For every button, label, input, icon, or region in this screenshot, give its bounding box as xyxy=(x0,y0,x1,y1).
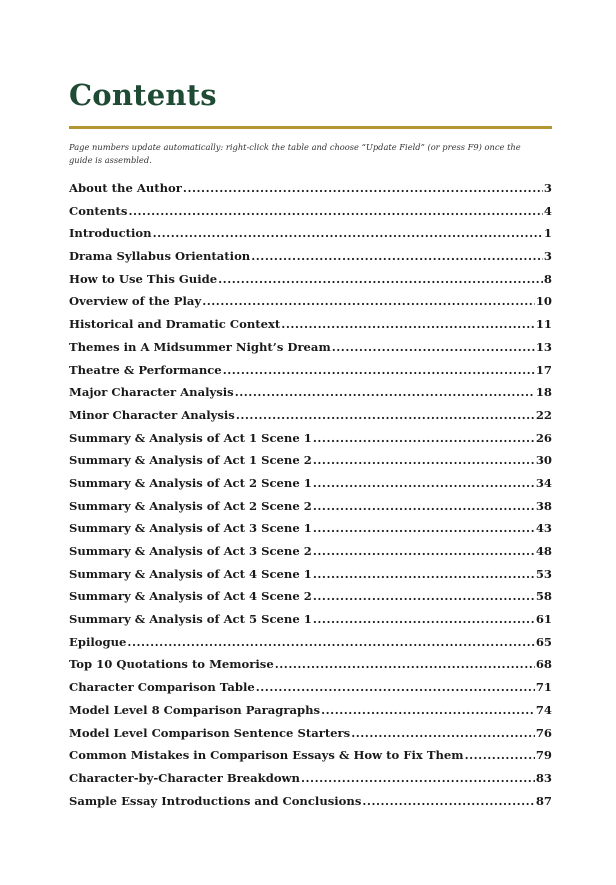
toc-entry[interactable] xyxy=(69,290,552,313)
toc-leader-dots xyxy=(351,722,535,745)
toc-leader-dots xyxy=(301,767,535,790)
toc-entry-title: Minor Character Analysis xyxy=(69,407,235,422)
toc-leader-dots xyxy=(256,676,535,699)
table-of-contents xyxy=(69,177,552,812)
toc-entry-page: 53 xyxy=(535,566,552,581)
toc-entry[interactable] xyxy=(69,585,552,608)
toc-leader-dots xyxy=(223,359,535,382)
toc-entry-title: Historical and Dramatic Context xyxy=(69,317,281,332)
toc-entry[interactable] xyxy=(69,563,552,586)
toc-entry-page: 74 xyxy=(535,702,552,717)
toc-entry-page: 61 xyxy=(535,612,552,627)
toc-entry-title: Top 10 Quotations to Memorise xyxy=(69,657,274,672)
toc-entry-title: Summary & Analysis of Act 5 Scene 1 xyxy=(69,612,312,627)
toc-leader-dots xyxy=(313,495,535,518)
toc-leader-dots xyxy=(127,631,534,654)
toc-entry-title: Common Mistakes in Comparison Essays & How to Fix Them xyxy=(69,748,464,763)
toc-leader-dots xyxy=(362,790,534,813)
toc-entry-page: 4 xyxy=(543,203,552,218)
toc-entry-page: 38 xyxy=(535,498,552,513)
toc-entry-page: 22 xyxy=(535,407,552,422)
toc-leader-dots xyxy=(313,517,535,540)
toc-entry-title: Major Character Analysis xyxy=(69,385,234,400)
toc-entry-page: 76 xyxy=(535,725,552,740)
toc-entry-title: Sample Essay Introductions and Conclusions xyxy=(69,793,362,808)
toc-entry-title: Contents xyxy=(69,203,128,218)
toc-entry-title: Epilogue xyxy=(69,634,127,649)
toc-leader-dots xyxy=(313,540,535,563)
toc-entry[interactable] xyxy=(69,540,552,563)
toc-entry-title: Character Comparison Table xyxy=(69,680,255,695)
toc-leader-dots xyxy=(313,585,535,608)
toc-entry[interactable] xyxy=(69,427,552,450)
toc-entry-title: Summary & Analysis of Act 2 Scene 1 xyxy=(69,475,312,490)
toc-leader-dots xyxy=(281,313,535,336)
toc-entry[interactable] xyxy=(69,177,552,200)
toc-leader-dots xyxy=(313,449,535,472)
toc-entry[interactable] xyxy=(69,313,552,336)
toc-entry-title: Summary & Analysis of Act 1 Scene 1 xyxy=(69,430,312,445)
toc-entry[interactable] xyxy=(69,676,552,699)
toc-entry-title: Summary & Analysis of Act 4 Scene 2 xyxy=(69,589,312,604)
toc-entry-title: Summary & Analysis of Act 3 Scene 1 xyxy=(69,521,312,536)
toc-leader-dots xyxy=(321,699,535,722)
toc-entry[interactable] xyxy=(69,699,552,722)
toc-entry[interactable] xyxy=(69,404,552,427)
toc-entry-page: 79 xyxy=(535,748,552,763)
toc-leader-dots xyxy=(313,427,535,450)
page-title: Contents xyxy=(69,78,217,112)
toc-entry-title: About the Author xyxy=(69,181,182,195)
toc-entry-page: 13 xyxy=(535,339,552,354)
toc-entry[interactable] xyxy=(69,381,552,404)
toc-leader-dots xyxy=(128,200,542,223)
toc-entry[interactable] xyxy=(69,517,552,540)
toc-leader-dots xyxy=(235,381,535,404)
toc-leader-dots xyxy=(153,222,543,245)
toc-entry-page: 34 xyxy=(535,475,552,490)
toc-entry-page: 10 xyxy=(535,294,552,309)
toc-entry[interactable] xyxy=(69,653,552,676)
toc-entry-page: 65 xyxy=(535,634,552,649)
toc-entry-title: How to Use This Guide xyxy=(69,271,218,286)
toc-leader-dots xyxy=(251,245,543,268)
toc-entry-page: 3 xyxy=(543,181,552,195)
toc-entry-page: 30 xyxy=(535,453,552,468)
toc-leader-dots xyxy=(332,336,535,359)
toc-entry[interactable] xyxy=(69,790,552,813)
toc-entry[interactable] xyxy=(69,359,552,382)
toc-leader-dots xyxy=(313,472,535,495)
toc-entry[interactable] xyxy=(69,245,552,268)
toc-entry-page: 83 xyxy=(535,770,552,785)
toc-entry-page: 71 xyxy=(535,680,552,695)
toc-entry[interactable] xyxy=(69,268,552,291)
toc-leader-dots xyxy=(275,653,535,676)
toc-entry-page: 11 xyxy=(535,317,552,332)
toc-entry[interactable] xyxy=(69,744,552,767)
toc-entry[interactable] xyxy=(69,631,552,654)
toc-entry-title: Character-by-Character Breakdown xyxy=(69,770,300,785)
toc-entry[interactable] xyxy=(69,222,552,245)
toc-entry-title: Drama Syllabus Orientation xyxy=(69,249,251,264)
toc-entry-page: 3 xyxy=(543,249,552,264)
toc-entry-page: 87 xyxy=(535,793,552,808)
toc-leader-dots xyxy=(202,290,535,313)
title-divider xyxy=(69,126,552,129)
toc-entry-title: Summary & Analysis of Act 2 Scene 2 xyxy=(69,498,312,513)
toc-entry[interactable] xyxy=(69,495,552,518)
toc-entry[interactable] xyxy=(69,472,552,495)
toc-leader-dots xyxy=(313,563,535,586)
toc-leader-dots xyxy=(183,177,543,200)
toc-entry-title: Themes in A Midsummer Night’s Dream xyxy=(69,339,331,354)
toc-entry[interactable] xyxy=(69,608,552,631)
toc-entry[interactable] xyxy=(69,449,552,472)
toc-entry-page: 68 xyxy=(535,657,552,672)
toc-entry-title: Overview of the Play xyxy=(69,294,202,309)
toc-entry[interactable] xyxy=(69,722,552,745)
toc-entry-title: Introduction xyxy=(69,226,152,241)
toc-entry-page: 48 xyxy=(535,544,552,558)
toc-entry-page: 26 xyxy=(535,430,552,445)
toc-entry-page: 58 xyxy=(535,589,552,604)
toc-entry-page: 43 xyxy=(535,521,552,536)
toc-entry-page: 17 xyxy=(535,362,552,377)
toc-entry-page: 1 xyxy=(543,226,552,241)
toc-entry-page: 8 xyxy=(543,271,552,286)
toc-entry[interactable] xyxy=(69,200,552,223)
toc-entry-title: Model Level Comparison Sentence Starters xyxy=(69,725,351,740)
toc-entry-page: 18 xyxy=(535,385,552,400)
toc-entry-title: Summary & Analysis of Act 3 Scene 2 xyxy=(69,544,312,558)
toc-entry-title: Model Level 8 Comparison Paragraphs xyxy=(69,702,321,717)
toc-leader-dots xyxy=(236,404,535,427)
toc-leader-dots xyxy=(218,268,543,291)
update-note: Page numbers update automatically: right-click the table and choose “Update Field” (or press F9) once the guide is assembled. xyxy=(69,142,521,165)
toc-entry-title: Summary & Analysis of Act 4 Scene 1 xyxy=(69,566,312,581)
toc-entry[interactable] xyxy=(69,767,552,790)
toc-entry-title: Summary & Analysis of Act 1 Scene 2 xyxy=(69,453,312,468)
toc-leader-dots xyxy=(465,744,535,767)
toc-entry-title: Theatre & Performance xyxy=(69,362,222,377)
toc-leader-dots xyxy=(313,608,535,631)
toc-entry[interactable] xyxy=(69,336,552,359)
